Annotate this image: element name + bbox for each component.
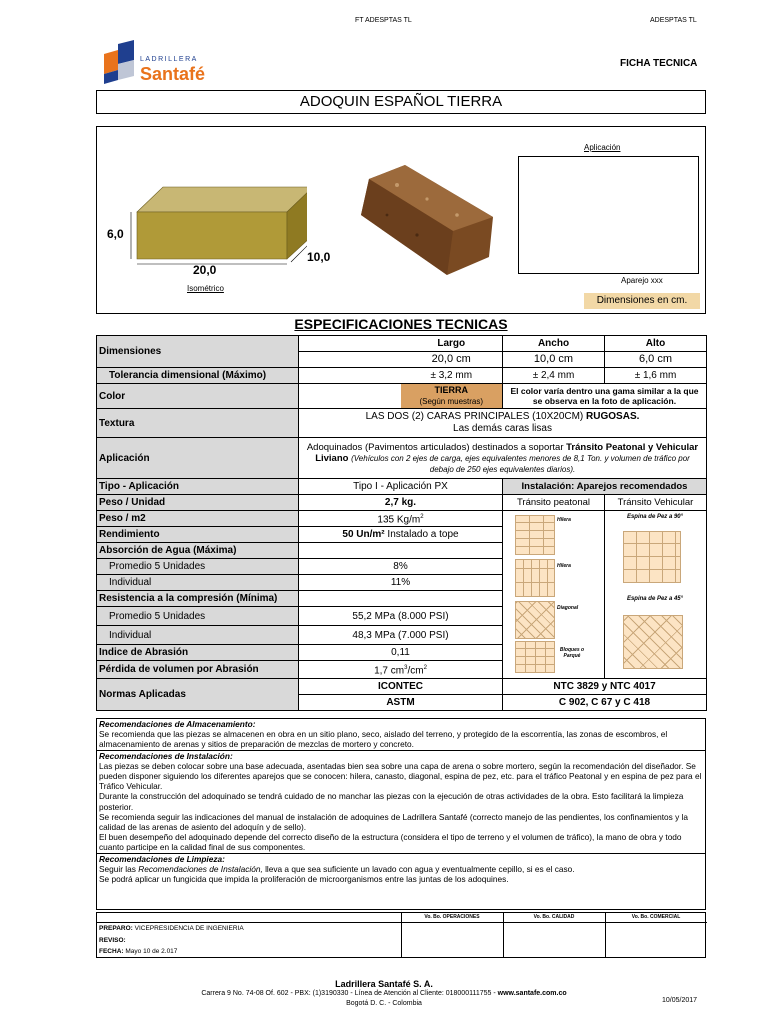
tol-alto: ± 1,6 mm (605, 368, 707, 384)
application-caption: Aparejo xxx (621, 276, 663, 285)
limpieza-1a: Seguir las (99, 863, 136, 874)
patterns-vehicular (605, 511, 707, 679)
col-ancho: Ancho (503, 336, 605, 352)
logo-brand-text: Santafé (140, 64, 206, 84)
color-value: TIERRA (434, 385, 468, 395)
fecha-value: Mayo 10 de 2.017 (125, 948, 178, 955)
fecha-line (99, 948, 177, 955)
aplicacion-text-a: Adoquinados (Pavimentos articulados) destinados a soportar (306, 441, 564, 453)
textura-rugosas: RUGOSAS. (586, 411, 640, 422)
brick-photo (357, 165, 497, 275)
peso-unidad-value: 2,7 kg. (299, 495, 503, 511)
textura-value (299, 409, 707, 438)
color-note: El color varía dentro una gama similar a la que se observa en la foto de aplicación. (503, 384, 707, 409)
footer-city: Bogotá D. C. - Colombia (346, 1000, 422, 1007)
row-label-rendimiento: Rendimiento (97, 527, 299, 543)
signoff-block (96, 912, 706, 958)
row-label-textura: Textura (97, 409, 299, 438)
rendimiento-text: Instalado a tope (387, 529, 459, 540)
dim-width: 10,0 (307, 250, 331, 264)
limpieza-title: Recomendaciones de Limpieza: (97, 853, 705, 864)
footer-address-text: Carrera 9 No. 74-08 Of. 602 - PBX: (1)3190330 - Línea de Atención al Cliente: 018000111755 - (201, 990, 496, 997)
instalacion-header: Instalación: Aparejos recomendados (503, 479, 707, 495)
alto-value: 6,0 cm (605, 352, 707, 368)
preparo-label: PREPARO: (99, 925, 133, 932)
row-label-normas: Normas Aplicadas (97, 679, 299, 711)
row-label-peso-unidad: Peso / Unidad (97, 495, 299, 511)
dim-length: 20,0 (193, 263, 217, 277)
row-label-color: Color (97, 384, 299, 409)
tol-ancho: ± 2,4 mm (503, 368, 605, 384)
limpieza-1i: Recomendaciones de Instalación, (138, 863, 263, 874)
ancho-value: 10,0 cm (503, 352, 605, 368)
row-label-perdida: Pérdida de volumen por Abrasión (97, 661, 299, 679)
instalacion-text-1: Las piezas se deben colocar sobre una base adecuada, asentadas bien sea sobre una capa de arena o sobre mortero, según la recomendación del diseñador. Se pueden disponer siguiendo los diferentes aparejos que se conocen: hilera, canasto, diagonal, espina de pez, etc. para el tráfico Peatonal y en espina de pez para el Tráfico Vehicular. (99, 760, 702, 792)
reviso-label: REVISO: (99, 937, 126, 944)
row-label-tolerancia: Tolerancia dimensional (Máximo) (97, 368, 299, 384)
transito-vehicular-header: Tránsito Vehicular (605, 495, 707, 511)
aplicacion-value (299, 438, 707, 479)
perdida-unit: /cm (407, 665, 424, 677)
peso-m2-value (299, 511, 503, 527)
vobo-comercial: Vo. Bo. COMERCIAL (631, 914, 681, 920)
footer-company: Ladrillera Santafé S. A. (335, 979, 433, 989)
row-label-indice: Indice de Abrasión (97, 645, 299, 661)
icontec-label: ICONTEC (299, 679, 503, 695)
pattern-espina-90 (623, 531, 681, 583)
row-label-resistencia: Resistencia a la compresión (Mínima) (97, 591, 299, 607)
tipo-value: Tipo I - Aplicación PX (299, 479, 503, 495)
company-logo (100, 40, 230, 86)
row-label-res-promedio: Promedio 5 Unidades (97, 607, 299, 626)
row-label-tipo: Tipo - Aplicación (97, 479, 299, 495)
doc-type: FICHA TECNICA (620, 58, 698, 69)
instalacion-title: Recomendaciones de Instalación: (97, 750, 705, 761)
pattern-espina45-label: Espina de Pez a 45° (626, 596, 684, 602)
perdida-sup: 3 (404, 664, 408, 671)
tol-largo: ± 3,2 mm (401, 368, 503, 384)
row-label-abs-promedio: Promedio 5 Unidades (97, 559, 299, 575)
instalacion-text-2: Durante la construcción del adoquinado se tendrá cuidado de no manchar las piezas con la ejecución de otras actividades de la obra. Esto facilitará la limpieza posterior. (99, 791, 684, 812)
brick-isometric-drawing (107, 182, 307, 272)
vobo-calidad: Vo. Bo. CALIDAD (533, 914, 575, 920)
limpieza-1b: lleva a que sea suficiente un lavado con agua y eventualmente cepillo, si es el caso. (265, 863, 575, 874)
rendimiento-bold: 50 Un/m² (342, 529, 385, 540)
pattern-bloques (515, 641, 555, 673)
color-sub: (Según muestras) (419, 397, 484, 406)
page-title: ADOQUIN ESPAÑOL TIERRA (96, 90, 706, 114)
astm-label: ASTM (299, 695, 503, 711)
icontec-value: NTC 3829 y NTC 4017 (503, 679, 707, 695)
row-label-dimensiones: Dimensiones (97, 336, 299, 368)
pattern-bloques-label: Bloques o Parqué (559, 647, 585, 659)
pattern-diagonal (515, 601, 555, 639)
res-individual-value: 48,3 MPa (7.000 PSI) (299, 626, 503, 645)
doc-code-right: ADESPTAS TL (650, 17, 697, 24)
row-label-aplicacion: Aplicación (97, 438, 299, 479)
spec-title: ESPECIFICACIONES TECNICAS (294, 316, 508, 332)
pattern-hilera-label: Hilera (557, 517, 571, 523)
footer-website[interactable]: www.santafe.com.co (497, 990, 567, 997)
fecha-label: FECHA: (99, 948, 124, 955)
peso-m2-text: 135 Kg/m (377, 514, 421, 526)
rendimiento-value (299, 527, 503, 543)
col-alto: Alto (605, 336, 707, 352)
doc-code: FT ADESPTAS TL (355, 17, 412, 24)
pattern-hilera-2 (515, 559, 555, 597)
aplicacion-text-c: (Vehículos con 2 ejes de carga, ejes equivalentes menores de 8,1 Ton. y volumen de tráfico por debajo de 250 ejes equivalentes diarios). (351, 453, 690, 474)
dim-height: 6,0 (107, 227, 124, 241)
col-largo: Largo (401, 336, 503, 352)
row-label-absorcion: Absorción de Agua (Máxima) (97, 543, 299, 559)
textura-line1: LAS DOS (2) CARAS PRINCIPALES (10X20CM) (365, 411, 584, 422)
patterns-peatonal (503, 511, 605, 679)
pattern-espina90-label: Espina de Pez a 90° (626, 514, 684, 520)
footer-date: 10/05/2017 (662, 997, 698, 1004)
instalacion-text-4: El buen desempeño del adoquinado depende del correcto diseño de la estructura (considera el tipo de terreno y el volumen de tráfico), la mano de obra y todo cuanto participe en la calidad final de sus componentes. (99, 832, 682, 853)
pattern-diagonal-label: Diagonal (557, 605, 579, 611)
almacenamiento-text: Se recomienda que las piezas se almacenen en obra en un sitio plano, seco, aislado del terreno, y protegido de la escorrentía, las zonas de escombros, el almacenamiento de arenas y sitios de preparación de mezclas de mortero y concreto. (99, 729, 668, 750)
row-label-abs-individual: Individual (97, 575, 299, 591)
transito-peatonal-header: Tránsito peatonal (503, 495, 605, 511)
astm-value: C 902, C 67 y C 418 (503, 695, 707, 711)
row-label-res-individual: Individual (97, 626, 299, 645)
preparo-value: VICEPRESIDENCIA DE INGENIERIA (134, 925, 244, 932)
application-photo-placeholder (518, 156, 699, 274)
pattern-hilera2-label: Hilera (557, 563, 571, 569)
preparo-line (99, 925, 244, 932)
spec-table (96, 335, 707, 711)
units-label: Dimensiones en cm. (584, 293, 700, 309)
limpieza-text-1 (99, 864, 703, 874)
application-label: Aplicación (584, 143, 621, 152)
abs-individual-value: 11% (299, 575, 503, 591)
perdida-value (299, 661, 503, 679)
abs-promedio-value: 8% (299, 559, 503, 575)
almacenamiento-title: Recomendaciones de Almacenamiento: (99, 719, 256, 729)
aplicacion-text-b: Tránsito Peatonal y Vehicular Liviano (315, 441, 699, 464)
perdida-sup2: 2 (423, 664, 427, 671)
instalacion-text-3: Se recomienda seguir las indicaciones del manual de instalación de adoquines de Ladrillera Santafé (correcto manejo de las pendientes, los confinamientos y la calidad de las arenas de asiento del adoquín y de sello). (99, 811, 688, 833)
vobo-operaciones: Vo. Bo. OPERACIONES (424, 914, 480, 920)
row-label-peso-m2: Peso / m2 (97, 511, 299, 527)
figure-panel (96, 126, 706, 314)
pattern-hilera-1 (515, 515, 555, 555)
indice-value: 0,11 (299, 645, 503, 661)
pattern-espina-45 (623, 615, 683, 669)
logo-top-text: LADRILLERA (140, 56, 198, 63)
peso-m2-sup: 2 (420, 513, 424, 520)
perdida-text: 1,7 cm (374, 665, 405, 677)
textura-line2: Las demás caras lisas (453, 423, 552, 434)
color-swatch (401, 384, 503, 409)
recommendations-block (96, 718, 706, 910)
largo-value: 20,0 cm (401, 352, 503, 368)
iso-label: Isométrico (187, 284, 224, 293)
footer-address (0, 990, 768, 997)
res-promedio-value: 55,2 MPa (8.000 PSI) (299, 607, 503, 626)
limpieza-text-2: Se podrá aplicar un fungicida que impida la proliferación de microorganismos entre las juntas de los adoquines. (99, 874, 509, 885)
